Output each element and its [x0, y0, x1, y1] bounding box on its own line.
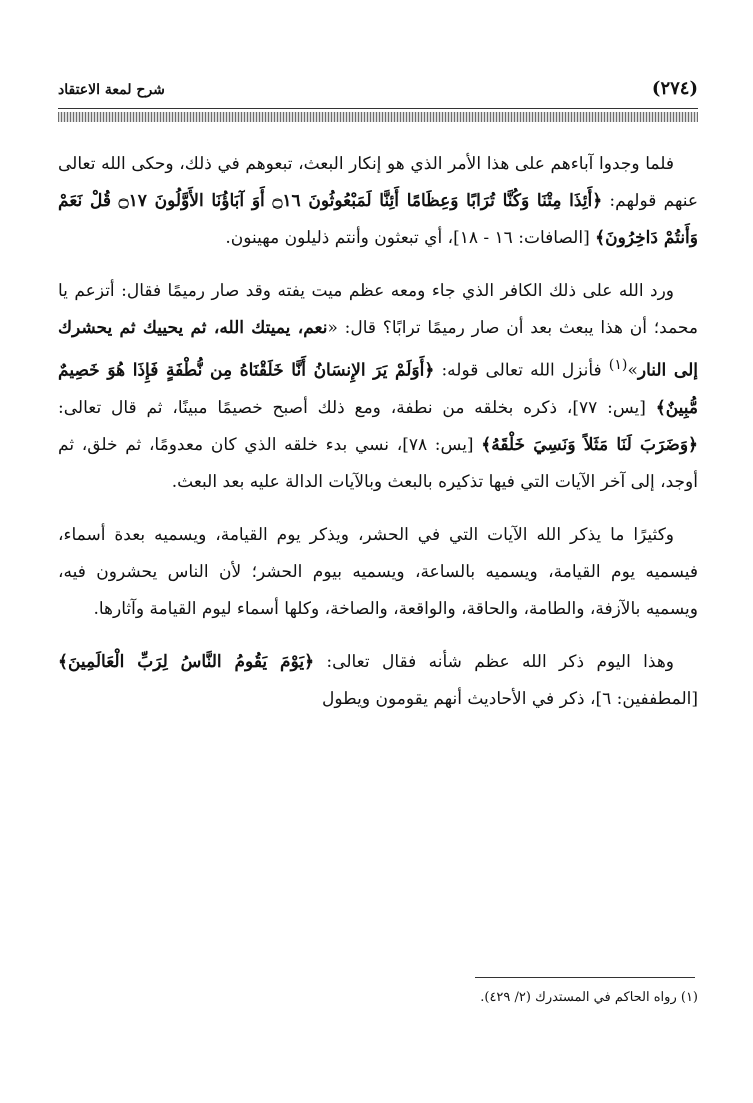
- header-rule: [58, 108, 698, 109]
- text: [يس: ٧٨]، نسي بدء خلقه الذي كان معدومًا، ثم خلق، ثم أوجد، إلى آخر الآيات التي فيها تذكيره بالبعث وبالآيات الدالة عليه بعد البعث.: [58, 434, 698, 492]
- page-body: [58, 146, 698, 734]
- quran-verse: ﴿أَوَلَمْ يَرَ الإِنسَانُ أَنَّا خَلَقْنَاهُ مِن نُّطْفَةٍ فَإِذَا هُوَ خَصِيمٌ مُّبِينٌ﴾: [58, 360, 699, 418]
- page-number: (٢٧٤): [651, 78, 698, 99]
- paragraph-3: [58, 517, 698, 628]
- text: وكثيرًا ما يذكر الله الآيات التي في الحشر، ويذكر يوم القيامة، ويسميه بعدة أسماء، فيسميه يوم القيامة، ويسميه بالساعة، ويسميه بيوم الحشر؛ لأن الناس يحشرون فيه، ويسميه بالآزفة، والطامة، والحاقة، والواقعة، والصاخة، وكلها أسماء ليوم القيامة وآثارها.: [58, 524, 698, 619]
- footnote-separator: [475, 977, 695, 978]
- text: [المطففين: ٦]، ذكر في الأحاديث أنهم يقومون ويطول: [322, 688, 698, 709]
- text: [يس: ٧٧]، ذكره بخلقه من نطفة، ومع ذلك أصبح خصيمًا مبينًا، ثم قال تعالى:: [58, 397, 656, 418]
- text: فلما وجدوا آباءهم على هذا الأمر الذي هو إنكار البعث، تبعوهم في ذلك، وحكى الله تعالى عنهم قولهم:: [58, 154, 698, 211]
- footnote: (١) رواه الحاكم في المستدرك (٢/ ٤٢٩).: [480, 990, 698, 1005]
- paragraph-4: [58, 644, 698, 718]
- quran-verse: ﴿يَوْمَ يَقُومُ النَّاسُ لِرَبِّ الْعَالَمِينَ﴾: [58, 651, 315, 672]
- text: »: [627, 360, 638, 381]
- text: وهذا اليوم ذكر الله عظم شأنه فقال تعالى:: [314, 651, 674, 672]
- quran-verse: ﴿أَئِذَا مِتْنَا وَكُنَّا تُرَابًا وَعِظَامًا أَئِنَّا لَمَبْعُوثُونَ ۝١٦ أَوَ آبَاؤُنَا الأَوَّلُونَ ۝١٧ قُلْ نَعَمْ وَأَنتُمْ دَاخِرُونَ﴾: [58, 191, 698, 248]
- paragraph-2: [58, 273, 698, 501]
- header-decorative-band: [58, 112, 698, 122]
- quran-verse: ﴿وَضَرَبَ لَنَا مَثَلاً وَنَسِيَ خَلْقَهُ﴾: [481, 434, 698, 455]
- footnote-marker[interactable]: (١): [608, 357, 628, 373]
- text: ورد الله على ذلك الكافر الذي جاء ومعه عظم ميت يفته وقد صار رميمًا فقال: أتزعم يا محمد؛ أن هذا يبعث بعد أن صار رميمًا ترابًا؟ قال: «: [58, 281, 698, 338]
- hadith-quote: نعم، يميتك الله، ثم يحييك ثم يحشرك إلى النار: [58, 318, 698, 381]
- book-title: شرح لمعة الاعتقاد: [58, 82, 165, 98]
- paragraph-1: [58, 146, 698, 257]
- text: فأنزل الله تعالى قوله:: [434, 360, 609, 381]
- running-header: [58, 76, 698, 110]
- text: [الصافات: ١٦ - ١٨]، أي تبعثون وأنتم ذليلون مهينون.: [225, 228, 596, 248]
